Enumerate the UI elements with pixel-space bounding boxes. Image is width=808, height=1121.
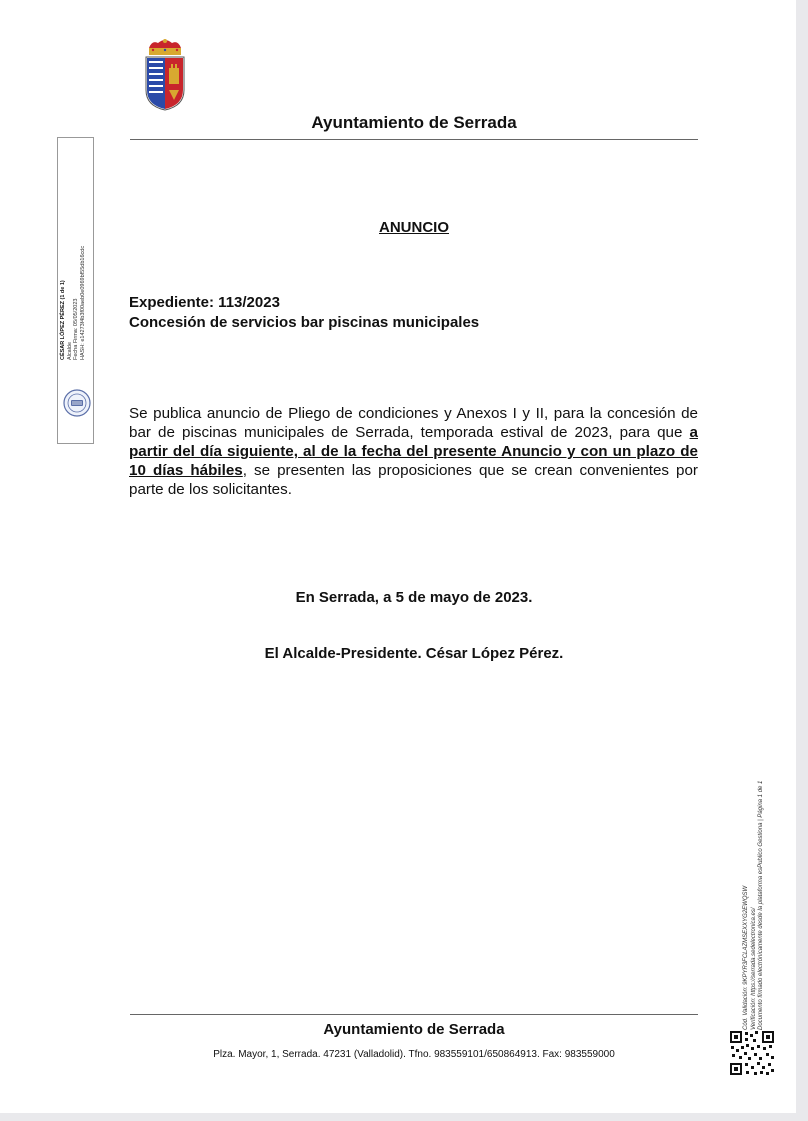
body-closing: , se presenten las proposiciones que se crean convenientes por parte de los solicitantes. (129, 462, 698, 498)
header-organization: Ayuntamiento de Serrada (311, 113, 517, 132)
case-block (129, 293, 479, 333)
header-divider (130, 139, 698, 140)
notice-title: ANUNCIO (379, 219, 449, 236)
signature-details (60, 120, 86, 360)
signer-role: Alcalde (66, 341, 73, 360)
body-intro: Se publica anuncio de Pliego de condiciones y Anexos I y II, para la concesión de bar de piscinas municipales de Serrada, temporada estival de 2023, para que (129, 405, 698, 441)
signed-document-note: Documento firmado electrónicamente desde la plataforma esPublico Gestiona | Página 1 de 1 (758, 780, 764, 1030)
signature-hash: HASH: e14273f4b3f00aeb0e0969bf55db16cdc (79, 245, 86, 360)
qr-code (729, 1030, 775, 1076)
notice-body (129, 404, 698, 499)
place-date: En Serrada, a 5 de mayo de 2023. (295, 589, 533, 606)
validation-code: Cód. Validación: 9KPYR3FCLAZMSEXXYG2EWQSW (743, 885, 749, 1030)
signer-name: CÉSAR LÓPEZ PÉREZ (1 de 1) (60, 280, 66, 360)
coat-of-arms-logo (140, 38, 190, 112)
verification-url: Verificación: https://serrada.sedelectronica.es/ (750, 907, 757, 1030)
case-subject: Concesión de servicios bar piscinas municipales (129, 314, 480, 331)
verification-info (743, 690, 766, 1030)
footer-divider (130, 1014, 698, 1015)
footer-organization: Ayuntamiento de Serrada (323, 1021, 505, 1038)
case-number: Expediente: 113/2023 (129, 294, 280, 311)
footer-address: Plza. Mayor, 1, Serrada. 47231 (Valladolid). Tfno. 983559101/650864913. Fax: 983559000 (213, 1049, 615, 1060)
signatory: El Alcalde-Presidente. César López Pérez. (264, 645, 564, 662)
body-deadline: a partir del día siguiente, al de la fecha del presente Anuncio y con un plazo de 10 días hábiles (129, 424, 698, 479)
seal-icon (63, 389, 91, 417)
signature-date: Fecha Firma: 05/05/2023 (73, 298, 79, 360)
